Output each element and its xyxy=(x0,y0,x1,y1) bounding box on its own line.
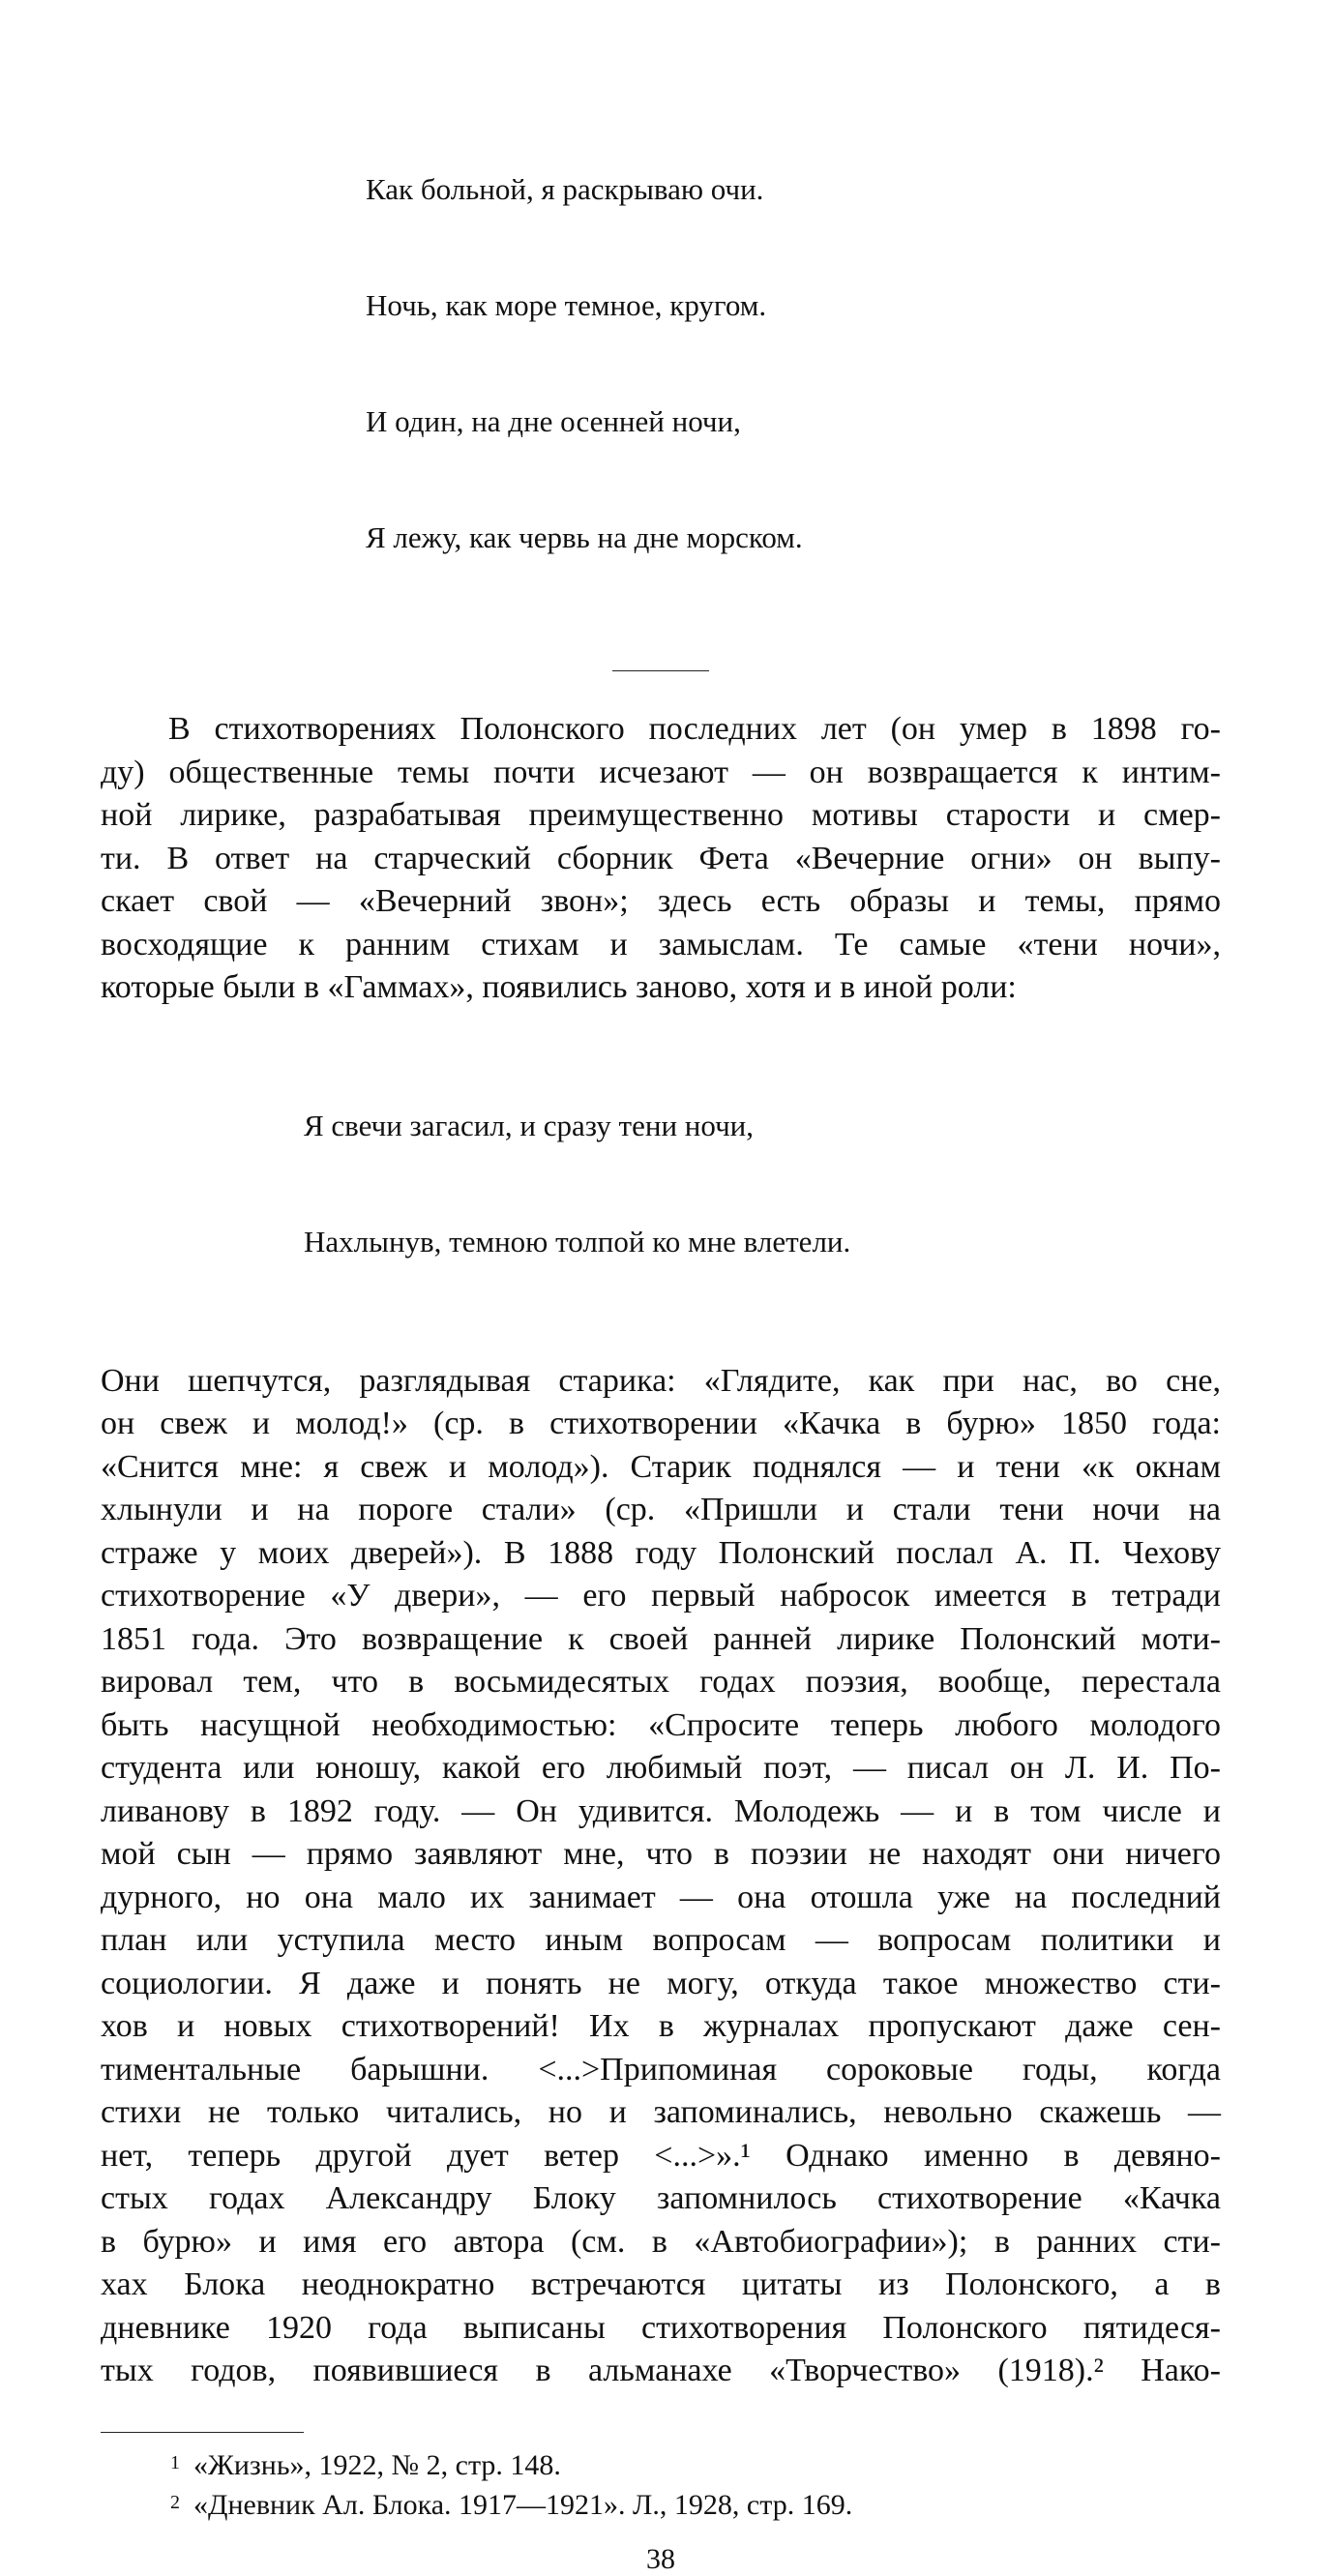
text-line: тых годов, появившиеся в альманахе «Творчество» (1918).² Нако- xyxy=(101,2353,1221,2388)
footnote-divider xyxy=(101,2432,304,2433)
text-line: дневнике 1920 года выписаны стихотворения Полонского пятидеся- xyxy=(101,2309,1221,2346)
text-line: социологии. Я даже и понять не могу, откуда такое множество сти- xyxy=(101,1965,1221,2001)
text-line: студента или юношу, какой его любимый поэт, — писал он Л. И. По- xyxy=(101,1750,1221,1786)
paragraph-2 xyxy=(101,1360,1221,2393)
text-line: хлынули и на пороге стали» (ср. «Пришли и стали тени ночи на xyxy=(101,1492,1221,1527)
text-line: ти. В ответ на старческий сборник Фета «Вечерние огни» он выпу- xyxy=(101,840,1221,876)
footnote-marker: 1 xyxy=(170,2451,180,2473)
text-line: которые были в «Гаммах», появились заново, хотя и в иной роли: xyxy=(101,969,1017,1005)
text-line: вировал тем, что в восьмидесятых годах поэзия, вообще, перестала xyxy=(101,1664,1221,1700)
text-line: мой сын — прямо заявляют мне, что в поэзии не находят они ничего xyxy=(101,1836,1221,1872)
text-line: он свеж и молод!» (ср. в стихотворении «Качка в бурю» 1850 года: xyxy=(101,1406,1221,1441)
text-line: стихи не только читались, но и запоминались, невольно скажешь — xyxy=(101,2094,1221,2130)
text-line: страже у моих дверей»). В 1888 году Полонский послал А. П. Чехову xyxy=(101,1534,1221,1571)
text-line: стых годах Александру Блоку запомнилось стихотворение «Качка xyxy=(101,2180,1221,2216)
text-line: в бурю» и имя его автора (см. в «Автобиографии»); в ранних сти- xyxy=(101,2223,1221,2260)
text-line: тиментальные барышни. <...>Припоминая сороковые годы, когда xyxy=(101,2051,1221,2087)
text-line: ду) общественные темы почти исчезают — он возвращается к интим- xyxy=(101,754,1221,790)
text-line: Они шепчутся, разглядывая старика: «Глядите, как при нас, во сне, xyxy=(101,1362,1221,1399)
text-line: «Снится мне: я свеж и молод»). Старик поднялся — и тени «к окнам xyxy=(101,1448,1221,1485)
paragraph-1 xyxy=(101,708,1221,1010)
footnote-marker: 2 xyxy=(170,2491,180,2513)
footnotes xyxy=(170,2444,1221,2524)
text-line: В стихотворениях Полонского последних лет (он умер в 1898 го- xyxy=(168,711,1221,747)
footnote-text: «Дневник Ал. Блока. 1917—1921». Л., 1928, стр. 169. xyxy=(193,2488,853,2521)
text-line: ной лирике, разрабатывая преимущественно мотивы старости и смер- xyxy=(101,797,1221,833)
text-line: дурного, но она мало их занимает — она отошла уже на последний xyxy=(101,1879,1221,1915)
verse-line: Ночь, как море темное, кругом. xyxy=(366,288,767,322)
footnote-2 xyxy=(170,2484,1221,2524)
verse-line: Как больной, я раскрываю очи. xyxy=(366,172,764,206)
text-line: восходящие к ранним стихам и замыслам. Те самые «тени ночи», xyxy=(101,926,1221,962)
text-line: скает свой — «Вечерний звон»; здесь есть образы и темы, прямо xyxy=(101,883,1221,919)
text-line: ливанову в 1892 году. — Он удивится. Молодежь — и в том числе и xyxy=(101,1792,1221,1829)
text-line: хов и новых стихотворений! Их в журналах пропускают даже сен- xyxy=(101,2008,1221,2044)
page-number: 38 xyxy=(646,2542,675,2575)
book-page xyxy=(101,93,1221,2576)
text-line: 1851 года. Это возвращение к своей ранней лирике Полонский моти- xyxy=(101,1620,1221,1657)
section-divider xyxy=(612,670,709,671)
footnote-text: «Жизнь», 1922, № 2, стр. 148. xyxy=(193,2448,561,2481)
verse-block-middle xyxy=(304,1029,1221,1339)
text-line: быть насущной необходимостью: «Спросите теперь любого молодого xyxy=(101,1706,1221,1743)
verse-block-top xyxy=(366,93,1221,635)
text-line: хах Блока неоднократно встречаются цитаты из Полонского, а в xyxy=(101,2266,1221,2302)
footnote-1 xyxy=(170,2444,1221,2484)
verse-line: Я свечи загасил, и сразу тени ночи, xyxy=(304,1108,755,1142)
text-line: стихотворение «У двери», — его первый набросок имеется в тетради xyxy=(101,1578,1221,1614)
verse-line: Нахлынув, темною толпой ко мне влетели. xyxy=(304,1224,851,1258)
text-line: план или уступила место иным вопросам — вопросам политики и xyxy=(101,1922,1221,1958)
text-line: нет, теперь другой дует ветер <...>».¹ Однако именно в девяно- xyxy=(101,2137,1221,2174)
verse-line: И один, на дне осенней ночи, xyxy=(366,404,741,438)
verse-line: Я лежу, как червь на дне морском. xyxy=(366,520,803,554)
